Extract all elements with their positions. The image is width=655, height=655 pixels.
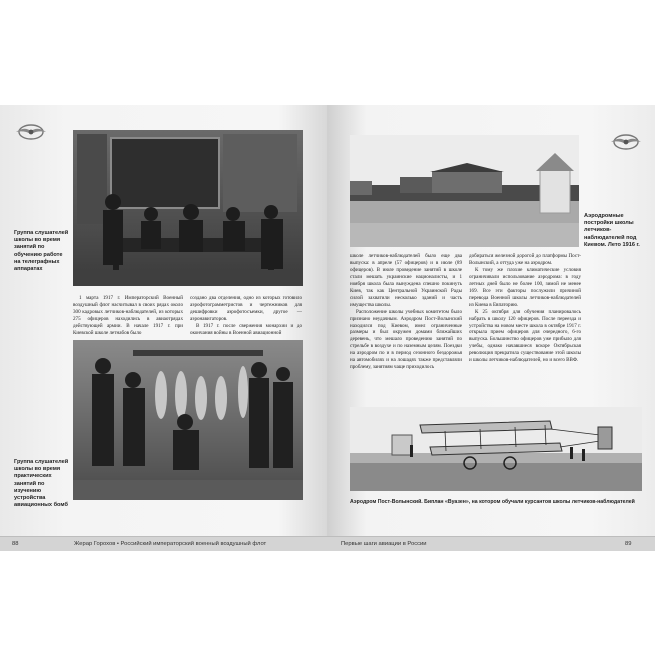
right-footer bbox=[327, 536, 655, 551]
wings-emblem-icon bbox=[609, 133, 643, 151]
paragraph: Расположение школы учебных комитетом было признано неудачным. Аэродром Пост-Волынский находился под Киевом, имел ограниченные размеры и был окружен домами ближайших деревень, что мешало проведению занятий по стрельбе в воздухе и по наземным целям. Поездки на аэродром по и в период сезонного бездорожья на автомобилях и на лошадях также представляли проблему, занятиям чаще приходилось bbox=[350, 308, 462, 371]
paragraph: школе летчиков-наблюдателей было еще два выпуска: в апреле (57 офицеров) и в июле (89 офицеров). В июле проведение занятий в школе стали мешать украинские националисты, и 1 ноября школа была вынуждена спешно покинуть Киев, так как Центральной Украинской Рады силой захватили несколько зданий и часть имущества школы. bbox=[350, 253, 462, 308]
right-text-column-1 bbox=[350, 253, 462, 371]
photo-caption-bottom: Группа слушателей школы во время практических занятий по изучению устройства авиационных бомб bbox=[14, 459, 69, 509]
photo-caption-side: Аэродромные постройки школы летчиков-наблюдателей под Киевом. Лето 1916 г. bbox=[584, 213, 640, 248]
paragraph: создано два отделения, одно из которых готовило аэрофотограмметристов и чертежников для дешифровки аэрофотосъемки, другое — аэронавигаторов. bbox=[190, 295, 302, 322]
photo-voisin-biplane bbox=[350, 407, 642, 491]
running-title: Первые шаги авиации в России bbox=[341, 541, 427, 547]
paragraph: добираться железной дорогой до платформы Пост-Волынский, а оттуда уже на аэродром. bbox=[469, 253, 581, 266]
paragraph: 1 марта 1917 г. Императорский Военный воздушный флот насчитывал в своих рядах около 300 кадровых летчиков-наблюдателей, из которых 275 офицеров находились в авиаотрядах действующей армии. В начале 1917 г. при Киевской школе летнабов было bbox=[73, 295, 183, 336]
page-number: 89 bbox=[625, 541, 632, 547]
photo-aerodrome-buildings bbox=[350, 135, 579, 247]
right-text-column-2 bbox=[469, 253, 581, 364]
photo-caption-wide: Аэродром Пост-Волынский. Биплан «Вуазен», на котором обучали курсантов школы летчиков-наблюдателей bbox=[350, 499, 635, 505]
left-footer bbox=[0, 536, 327, 551]
photo-bomb-class bbox=[73, 340, 303, 500]
running-title: Жерар Горохов • Российский императорский военный воздушный флот bbox=[74, 541, 267, 547]
wings-emblem-icon bbox=[14, 123, 48, 141]
right-page bbox=[327, 105, 655, 551]
photo-telegraph-class bbox=[73, 130, 303, 286]
left-page bbox=[0, 105, 327, 551]
left-text-column-1 bbox=[73, 295, 183, 337]
photo-caption-top: Группа слушателей школы во время занятий по обучению работе на телеграфных аппаратах bbox=[14, 230, 69, 273]
page-number: 88 bbox=[12, 541, 19, 547]
book-spread bbox=[0, 105, 655, 551]
paragraph: К тому же плохие климатические условия ограничивали использование аэродрома: в году летных дней было не более 100, зимой не менее 169. Все эти факторы послужили причиной перевода Военной школы летчиков-наблюдателей из Киева в Евпаторию. bbox=[469, 266, 581, 308]
paragraph: В 1917 г. после свержения монархии и до окончания войны в Военной авиационной bbox=[190, 322, 302, 336]
paragraph: К 25 октября для обучения планировалось набрать в школу 120 офицеров. После переезда и устройства на новом месте школа в октябре 1917 г. открыла прием офицеров для очередного, 6-го выпуска. Большинство офицеров уже прибыло для учебы, однако начавшиеся вскоре Октябрьская революция прекратила существование этой школы и школы летчиков-наблюдателей, но и всего ВВФ. bbox=[469, 308, 581, 364]
left-text-column-2 bbox=[190, 295, 302, 337]
